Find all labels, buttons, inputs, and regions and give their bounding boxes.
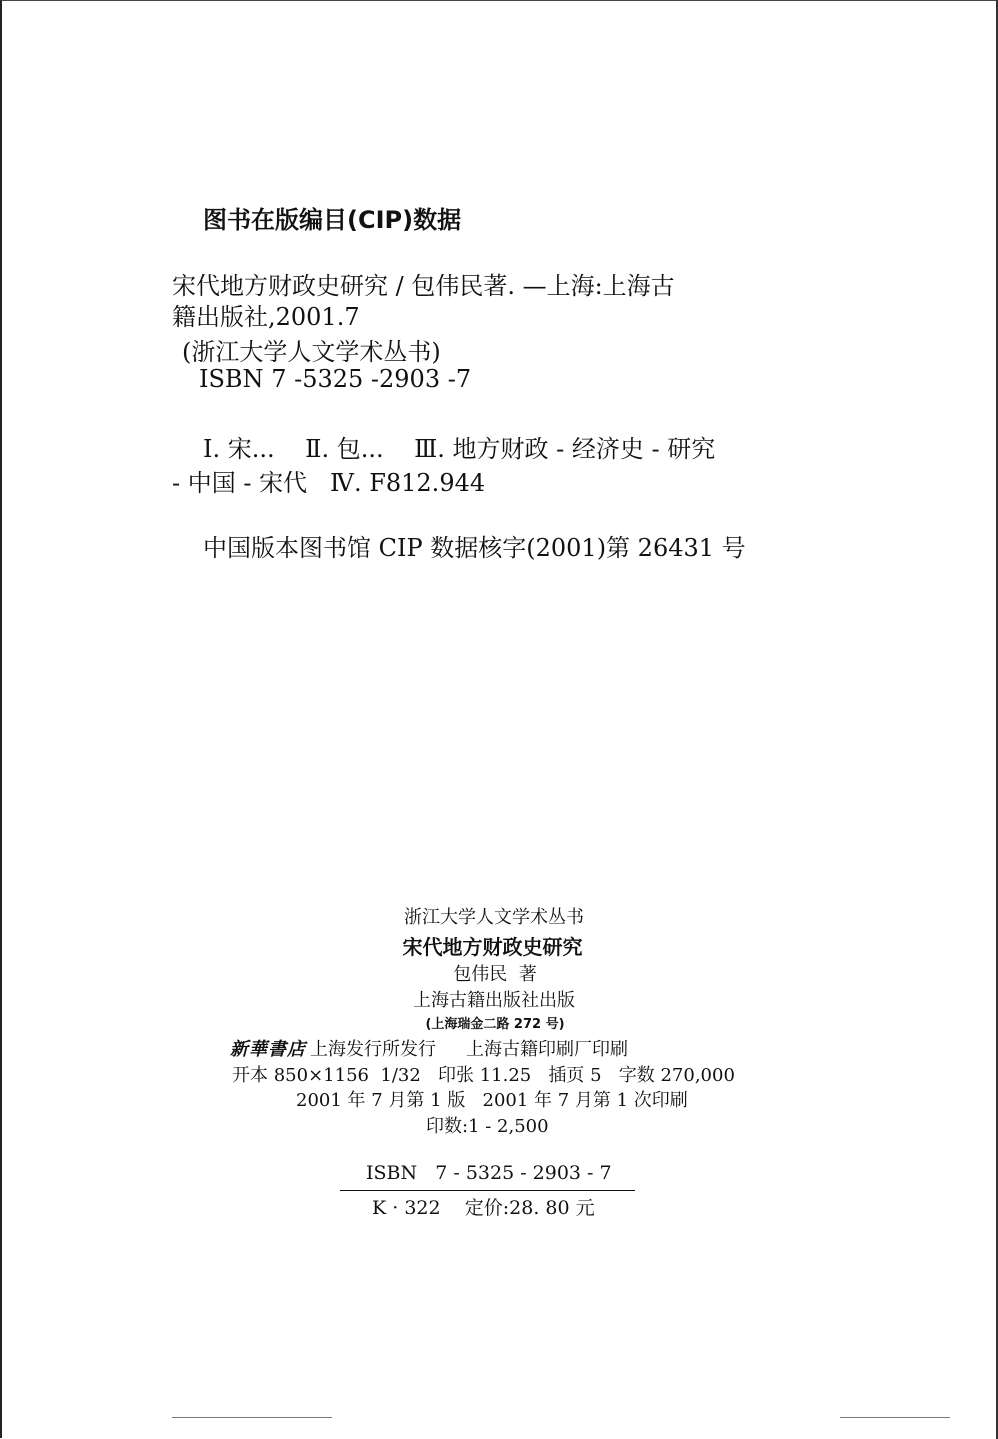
cip-title-line: 宋代地方财政史研究 / 包伟民著. —上海:上海古 [172, 272, 675, 300]
imprint-isbn: ISBN 7 - 5325 - 2903 - 7 [366, 1162, 612, 1184]
imprint-printer: 上海古籍印刷厂印刷 [466, 1039, 628, 1060]
scan-artifact [840, 1417, 950, 1418]
isbn-divider [340, 1190, 635, 1191]
cip-isbn-line: ISBN 7 -5325 -2903 -7 [199, 365, 472, 393]
imprint-edition: 2001 年 7 月第 1 版 2001 年 7 月第 1 次印刷 [296, 1090, 688, 1111]
imprint-classification-price: K · 322 定价:28. 80 元 [372, 1197, 595, 1219]
isbn-price-block [340, 1162, 635, 1220]
imprint-series: 浙江大学人文学术丛书 [404, 907, 584, 928]
imprint-print-run: 印数:1 - 2,500 [426, 1116, 549, 1137]
imprint-distributor: 上海发行所发行 [310, 1039, 436, 1060]
xinhua-bookstore-logo: 新華書店 [230, 1039, 306, 1060]
imprint-distribution-line [230, 1035, 628, 1061]
cip-approval-number: 中国版本图书馆 CIP 数据核字(2001)第 26431 号 [203, 534, 746, 562]
cip-publisher-line: 籍出版社,2001.7 [172, 303, 360, 331]
imprint-publisher: 上海古籍出版社出版 [413, 990, 575, 1011]
imprint-format: 开本 850×1156 1/32 印张 11.25 插页 5 字数 270,000 [232, 1065, 735, 1086]
cip-subject-line-2: - 中国 - 宋代 Ⅳ. F812.944 [172, 469, 486, 497]
cip-series-line: (浙江大学人文学术丛书) [182, 338, 441, 366]
cip-subject-line-1: Ⅰ. 宋... Ⅱ. 包... Ⅲ. 地方财政 - 经济史 - 研究 [203, 435, 716, 463]
scan-artifact [172, 1417, 332, 1418]
imprint-address: (上海瑞金二路 272 号) [425, 1017, 565, 1032]
imprint-author: 包伟民 著 [453, 964, 537, 985]
imprint-book-title: 宋代地方财政史研究 [402, 935, 583, 959]
cip-heading: 图书在版编目(CIP)数据 [203, 206, 462, 234]
